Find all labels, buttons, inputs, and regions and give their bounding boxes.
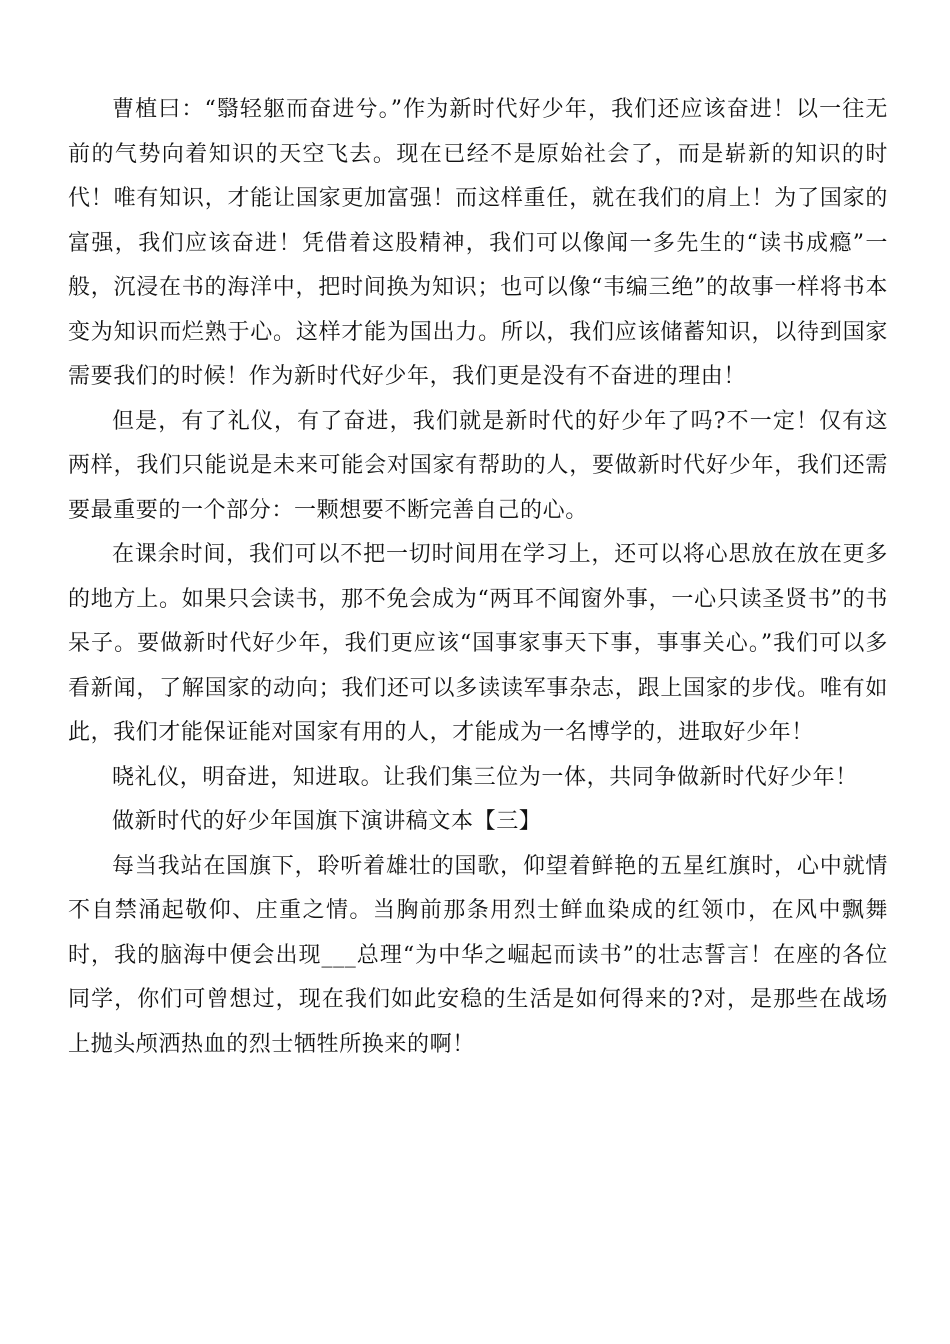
section-heading: 做新时代的好少年国旗下演讲稿文本【三】 <box>112 809 542 834</box>
document-body <box>68 88 888 1067</box>
paragraph-spare-time: 在课余时间，我们可以不把一切时间用在学习上，还可以将心思放在放在更多的地方上。如果只会读书，那不免会成为“两耳不闻窗外事，一心只读圣贤书”的书呆子。要做新时代好少年，我们更应该“国事家事天下事，事事关心。”我们可以多看新闻，了解国家的动向；我们还可以多读读军事杂志，跟上国家的步伐。唯有如此，我们才能保证能对国家有用的人，才能成为一名博学的，进取好少年！ <box>68 542 888 745</box>
paragraph-not-enough: 但是，有了礼仪，有了奋进，我们就是新时代的好少年了吗?不一定！仅有这两样，我们只能说是未来可能会对国家有帮助的人，要做新时代好少年，我们还需要最重要的一个部分：一颗想要不断完善自己的心。 <box>68 408 888 523</box>
paragraph-conclusion: 晓礼仪，明奋进，知进取。让我们集三位为一体，共同争做新时代好少年！ <box>112 764 858 790</box>
paragraph-striving: 曹植曰：“翳轻躯而奋进兮。”作为新时代好少年，我们还应该奋进！以一往无前的气势向着知识的天空飞去。现在已经不是原始社会了，而是崭新的知识的时代！唯有知识，才能让国家更加富强！而这样重任，就在我们的肩上！为了国家的富强，我们应该奋进！凭借着这股精神，我们可以像闻一多先生的“读书成瘾”一般，沉浸在书的海洋中，把时间换为知识；也可以像“韦编三绝”的故事一样将书本变为知识而烂熟于心。这样才能为国出力。所以，我们应该储蓄知识，以待到国家需要我们的时候！作为新时代好少年，我们更是没有不奋进的理由！ <box>68 97 888 389</box>
paragraph-national-flag: 每当我站在国旗下，聆听着雄壮的国歌，仰望着鲜艳的五星红旗时，心中就情不自禁涌起敬仰、庄重之情。当胸前那条用烈士鲜血染成的红领巾，在风中飘舞时，我的脑海中便会出现___总理“为中华之崛起而读书”的壮志誓言！在座的各位同学，你们可曾想过，现在我们如此安稳的生活是如何得来的?对，是那些在战场上抛头颅洒热血的烈士牺牲所换来的啊！ <box>68 853 888 1057</box>
